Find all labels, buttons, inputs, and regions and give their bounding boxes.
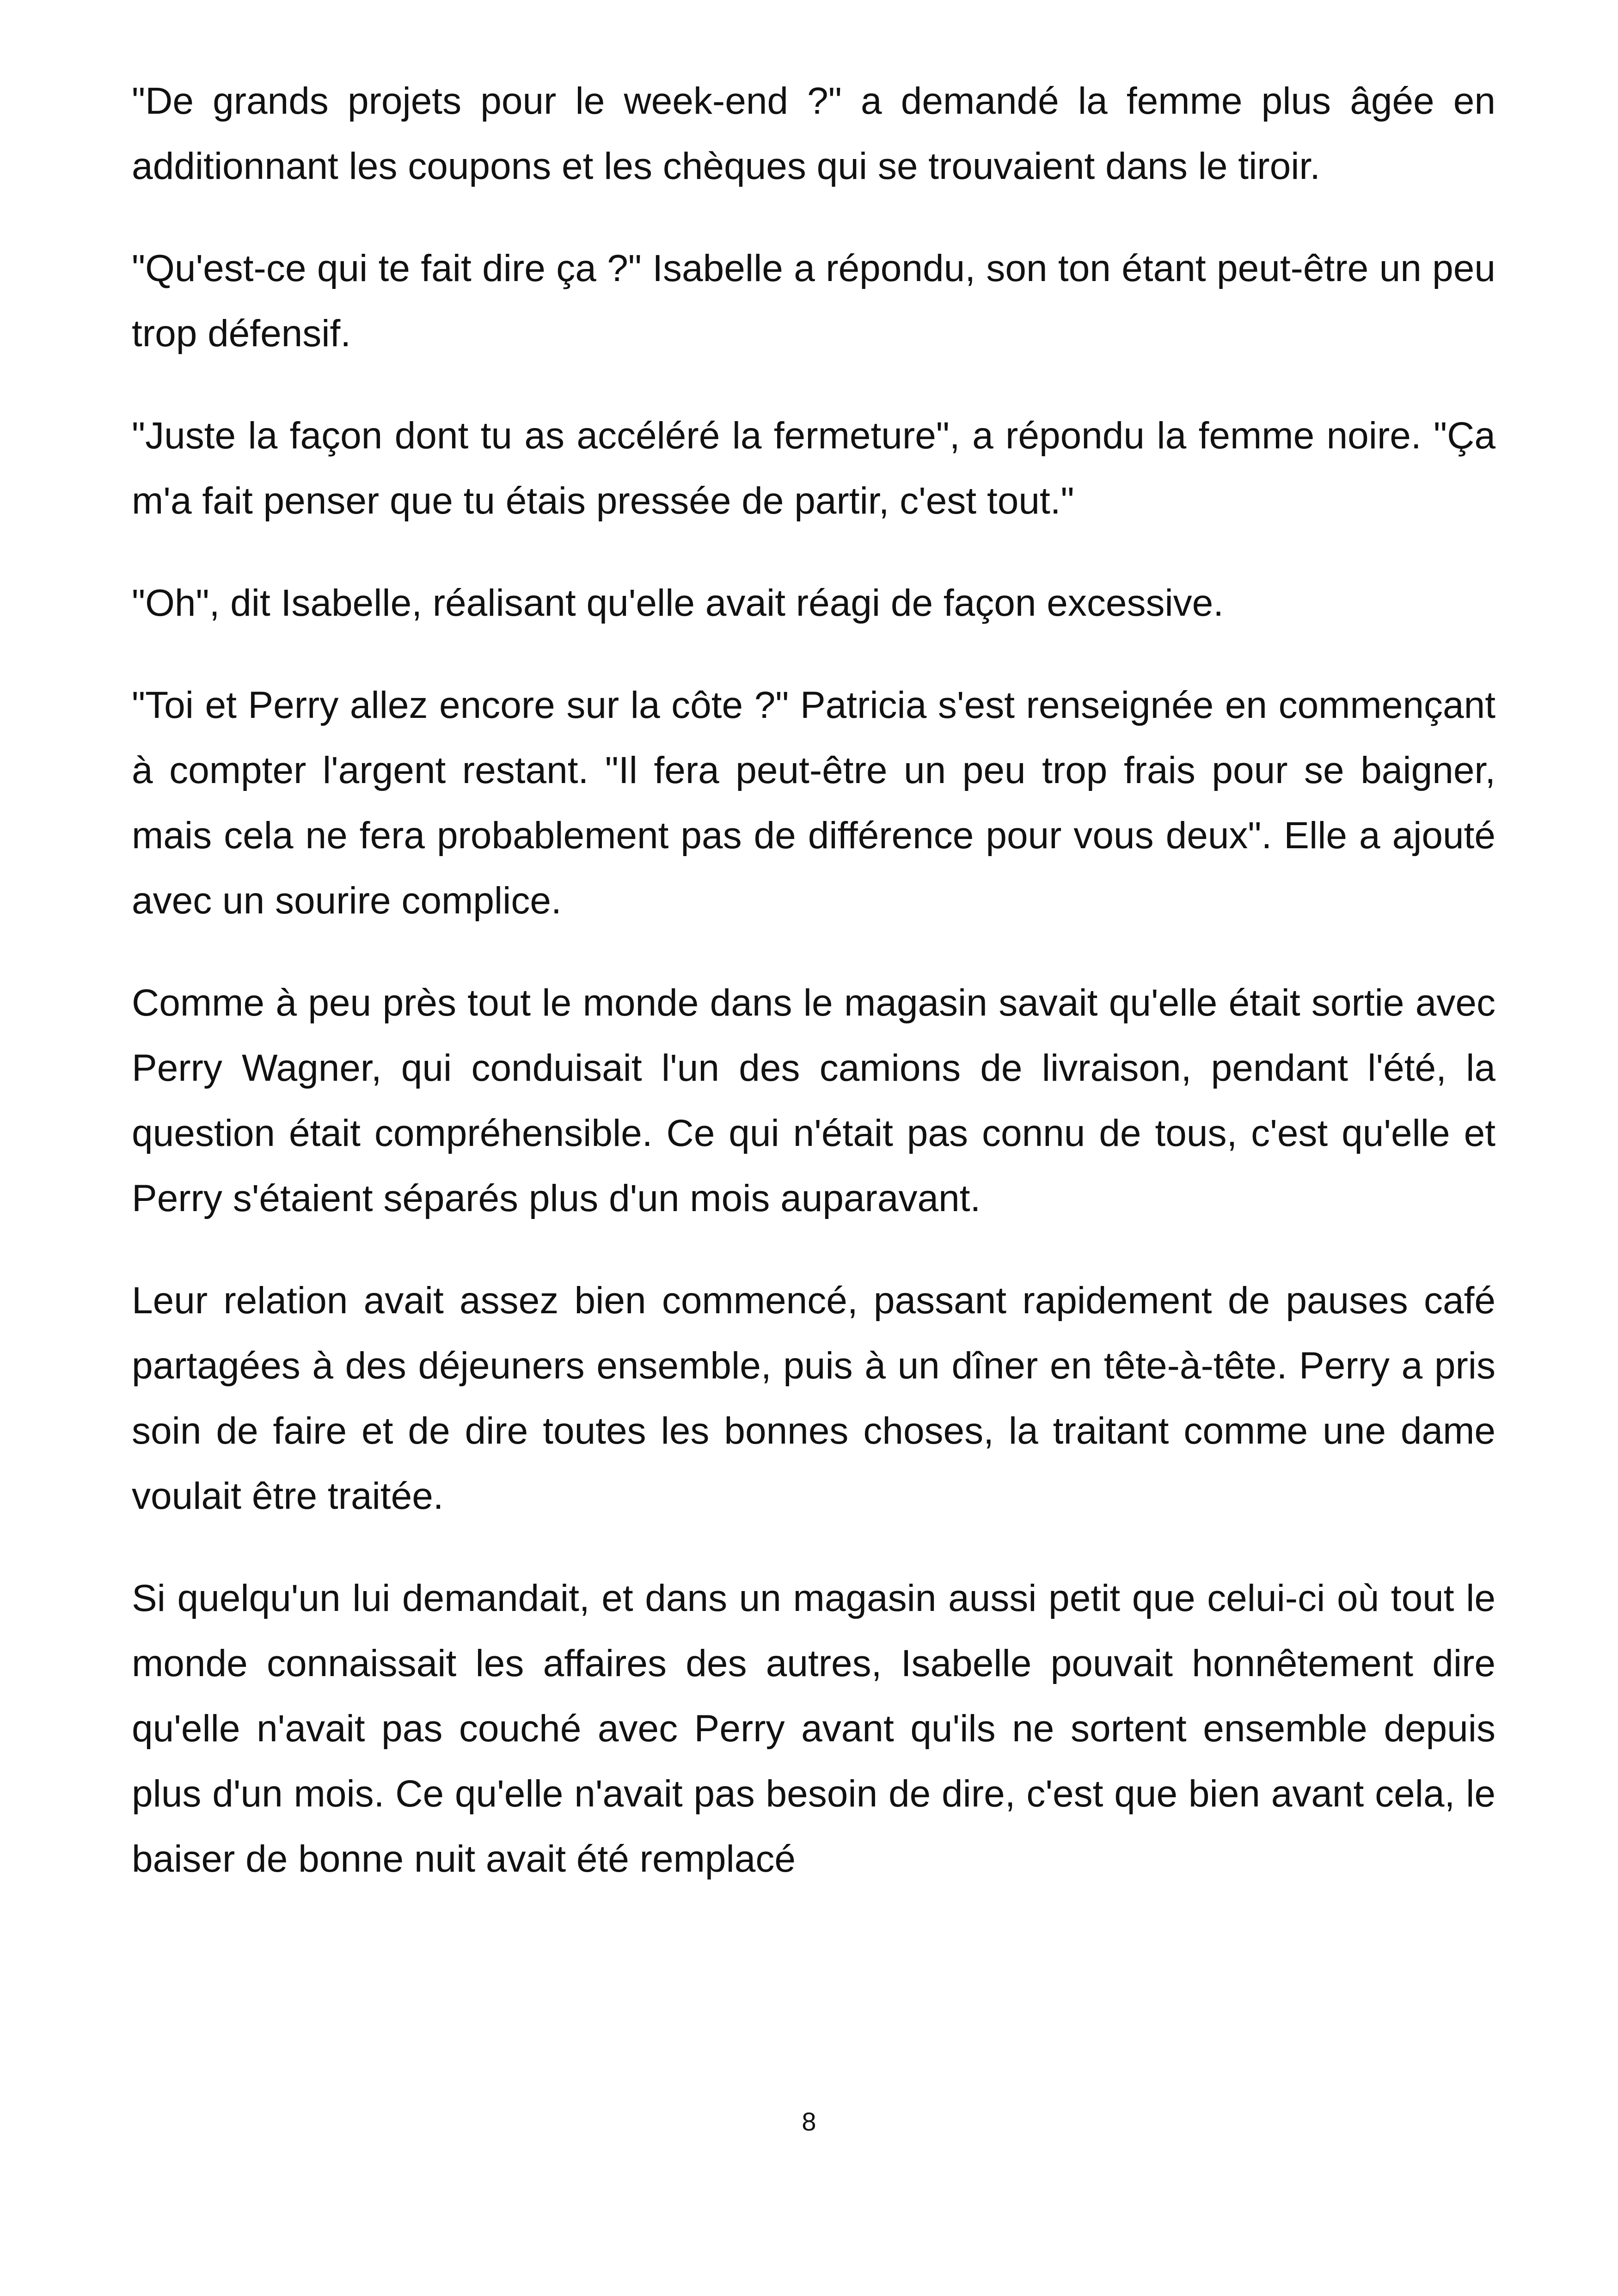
- paragraph: Comme à peu près tout le monde dans le magasin savait qu'elle était sortie avec Perry Wagner, qui conduisait l'un des camions de livraison, pendant l'été, la question était compréhensible. Ce qui n'était pas connu de tous, c'est qu'elle et Perry s'étaient séparés plus d'un mois auparavant.: [132, 982, 1495, 1219]
- paragraph: "De grands projets pour le week-end ?" a demandé la femme plus âgée en additionnant les coupons et les chèques qui se trouvaient dans le tiroir.: [132, 80, 1495, 187]
- page-number: 8: [802, 2107, 816, 2136]
- paragraph: "Toi et Perry allez encore sur la côte ?" Patricia s'est renseignée en commençant à compter l'argent restant. "Il fera peut-être un peu trop frais pour se baigner, mais cela ne fera probablement pas de différence pour vous deux". Elle a ajouté avec un sourire complice.: [132, 684, 1495, 922]
- paragraph: "Juste la façon dont tu as accéléré la fermeture", a répondu la femme noire. "Ça m'a fait penser que tu étais pressée de partir, c'est tout.": [132, 415, 1495, 522]
- paragraph: "Qu'est-ce qui te fait dire ça ?" Isabelle a répondu, son ton étant peut-être un peu trop défensif.: [132, 247, 1495, 355]
- paragraph: "Oh", dit Isabelle, réalisant qu'elle avait réagi de façon excessive.: [132, 582, 1224, 624]
- body-text: [132, 68, 1495, 1892]
- paragraph: Leur relation avait assez bien commencé, passant rapidement de pauses café partagées à des déjeuners ensemble, puis à un dîner en tête-à-tête. Perry a pris soin de faire et de dire toutes les bonnes choses, la traitant comme une dame voulait être traitée.: [132, 1280, 1495, 1517]
- paragraph: Si quelqu'un lui demandait, et dans un magasin aussi petit que celui-ci où tout le monde connaissait les affaires des autres, Isabelle pouvait honnêtement dire qu'elle n'avait pas couché avec Perry avant qu'ils ne sortent ensemble depuis plus d'un mois. Ce qu'elle n'avait pas besoin de dire, c'est que bien avant cela, le baiser de bonne nuit avait été remplacé: [132, 1577, 1495, 1880]
